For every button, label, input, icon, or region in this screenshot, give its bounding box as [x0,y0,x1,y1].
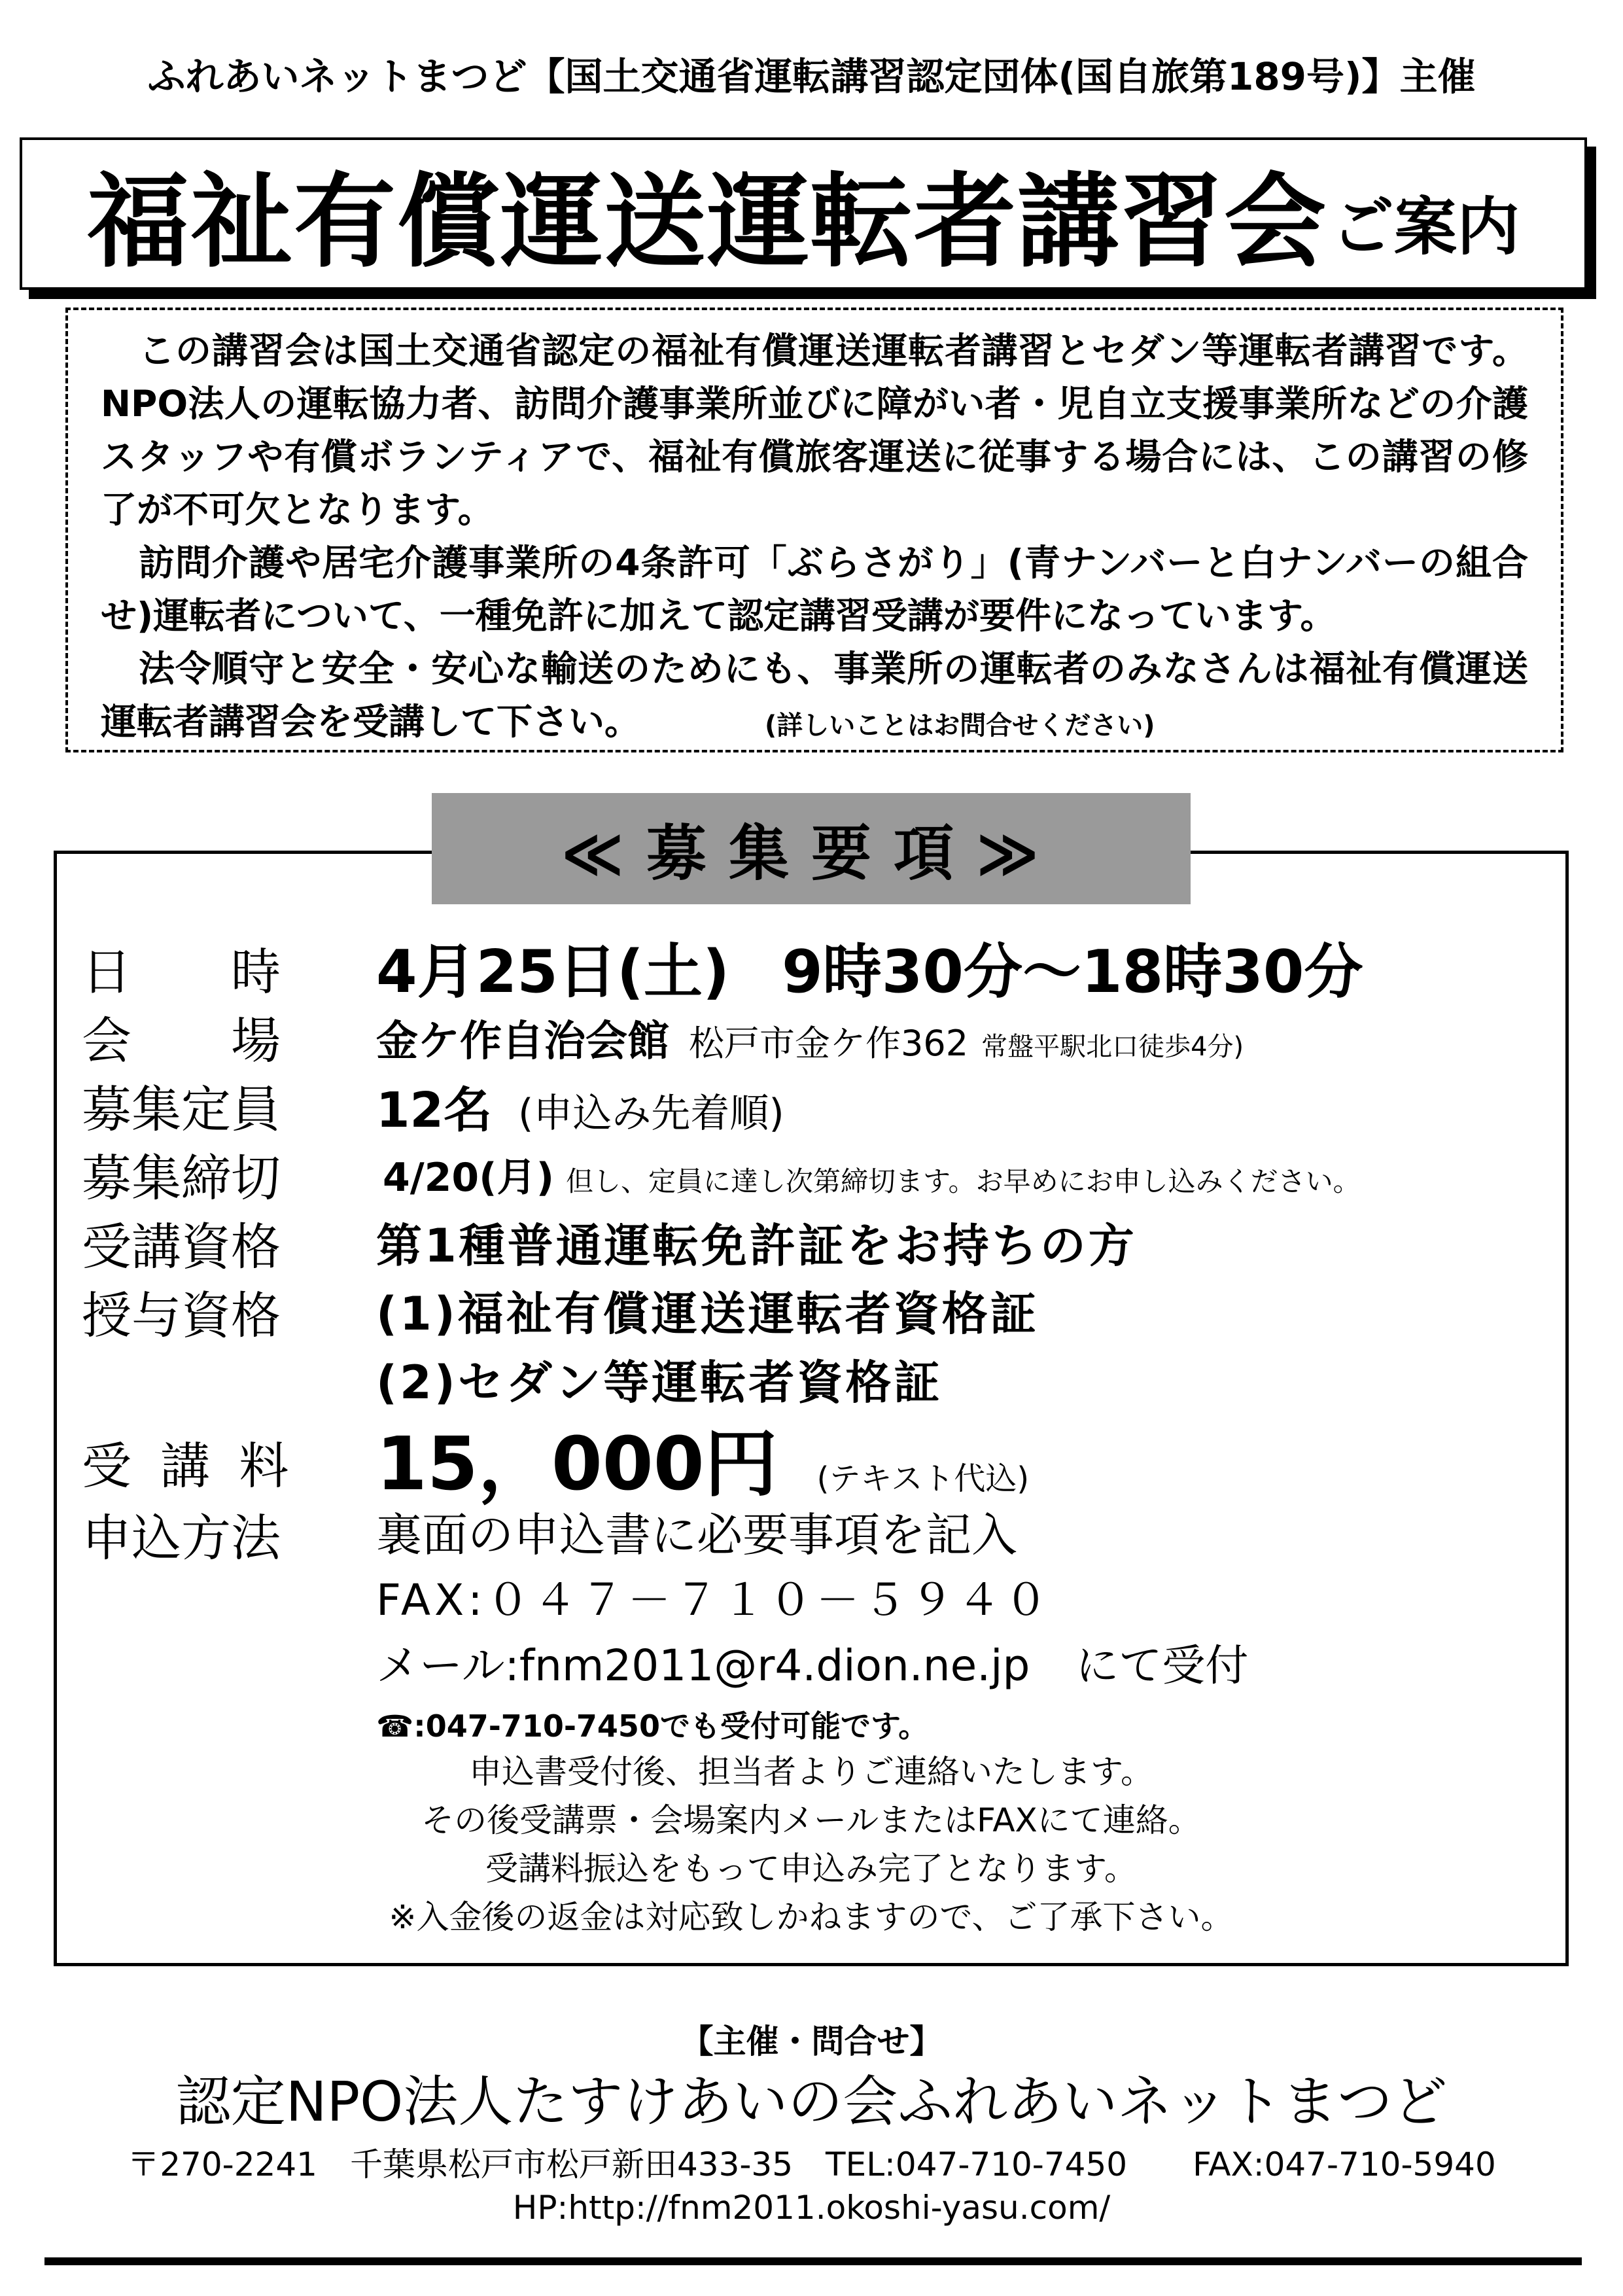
certificate-1: (1)福祉有償運送運転者資格証 [376,1287,1039,1341]
phone-line: ☎:047-710-7450でも受付可能です。 [376,1708,929,1744]
certificate-label: 授与資格 [82,1286,281,1345]
eligibility-value: 第1種普通運転免許証をお持ちの方 [376,1219,1137,1273]
apply-fax: FAX:０４７－７１０－５９４０ [376,1575,1052,1625]
fee-label: 受 講 料 [82,1437,296,1495]
intro-paragraph-3 [101,643,1528,752]
page-title: 福祉有償運送運転者講習会 [87,162,1327,281]
apply-label: 申込方法 [82,1509,281,1567]
date-label: 日 時 [82,943,281,1001]
apply-mail-suffix: にて受付 [1075,1640,1249,1691]
fee-amount: 15，000円 [376,1422,778,1507]
apply-mail [376,1631,1248,1693]
capacity-value [376,1072,784,1141]
contact-homepage[interactable]: HP:http://fnm2011.okoshi-yasu.com/ [512,2189,1111,2227]
intro-note: (詳しいことはお問合せください) [765,711,1155,741]
organizer-line: ふれあいネットまつど【国土交通省運転講習認定団体(国自旅第189号)】主催 [147,54,1476,99]
intro-paragraph-2: 訪問介護や居宅介護事業所の4条許可「ぶらさがり」(青ナンバーと白ナンバーの組合せ)運転者について、一種免許に加えて認定講習受講が要件になっています。 [101,542,1528,637]
apply-method: 裏面の申込書に必要事項を記入 [376,1508,1017,1562]
note-3: 受講料振込をもって申込み完了となります。 [485,1850,1137,1888]
eligibility-label: 受講資格 [82,1218,281,1276]
capacity-note: (申込み先着順) [517,1091,784,1137]
venue-label: 会 場 [82,1012,281,1070]
date-value [376,924,1363,1009]
title-suffix: ご案内 [1331,190,1520,264]
time-range: 9時30分～18時30分 [782,938,1363,1006]
intro-paragraph-1: この講習会は国土交通省認定の福祉有償運送運転者講習とセダン等運転者講習です。NPO法人の運転協力者、訪問介護事業所並びに障がい者・児自立支援事業所などの介護スタッフや有償ボランティアで、福祉有償旅客運送に従事する場合には、この講習の修了が不可欠となります。 [101,330,1528,531]
deadline-value [383,1146,1361,1203]
date-day: 4月25日(土) [376,938,730,1006]
contact-organization: 認定NPO法人たすけあいの会ふれあいネットまつど [175,2070,1448,2134]
title-box [20,137,1587,290]
capacity-number: 12名 [376,1082,492,1139]
intro-box [65,308,1563,752]
apply-mail-address: メール:fnm2011@r4.dion.ne.jp [376,1640,1030,1691]
note-4: ※入金後の返金は対応致しかねますので、ご了承下さい。 [389,1898,1234,1936]
fee-value [376,1405,1029,1511]
note-2: その後受講票・会場案内メールまたはFAXにて連絡。 [421,1801,1201,1839]
venue-name: 金ケ作自治会館 [376,1017,669,1066]
bottom-rule [44,2257,1582,2265]
contact-heading: 【主催・問合せ】 [680,2022,943,2060]
capacity-label: 募集定員 [82,1080,281,1139]
note-1: 申込書受付後、担当者よりご連絡いたします。 [469,1753,1153,1791]
certificate-2: (2)セダン等運転者資格証 [376,1356,943,1409]
intro-paragraph-3-text: 法令順守と安全・安心な輸送のためにも、事業所の運転者のみなさんは福祉有償運送運転者講習会を受講して下さい。 [101,648,1528,743]
fee-note: (テキスト代込) [816,1460,1030,1497]
deadline-date: 4/20(月) [383,1155,555,1201]
contact-address: 〒270-2241 千葉県松戸市松戸新田433-35 TEL:047-710-7450 FAX:047-710-5940 [127,2146,1496,2183]
recruit-heading: ≪募集要項≫ [432,793,1191,904]
deadline-note: 但し、定員に達し次第締切ます。お早めにお申し込みください。 [566,1165,1361,1197]
venue-value [376,1008,1244,1068]
venue-access: 常盤平駅北口徒歩4分) [981,1032,1244,1062]
venue-address: 松戸市金ケ作362 [689,1023,969,1064]
deadline-label: 募集締切 [82,1149,281,1207]
